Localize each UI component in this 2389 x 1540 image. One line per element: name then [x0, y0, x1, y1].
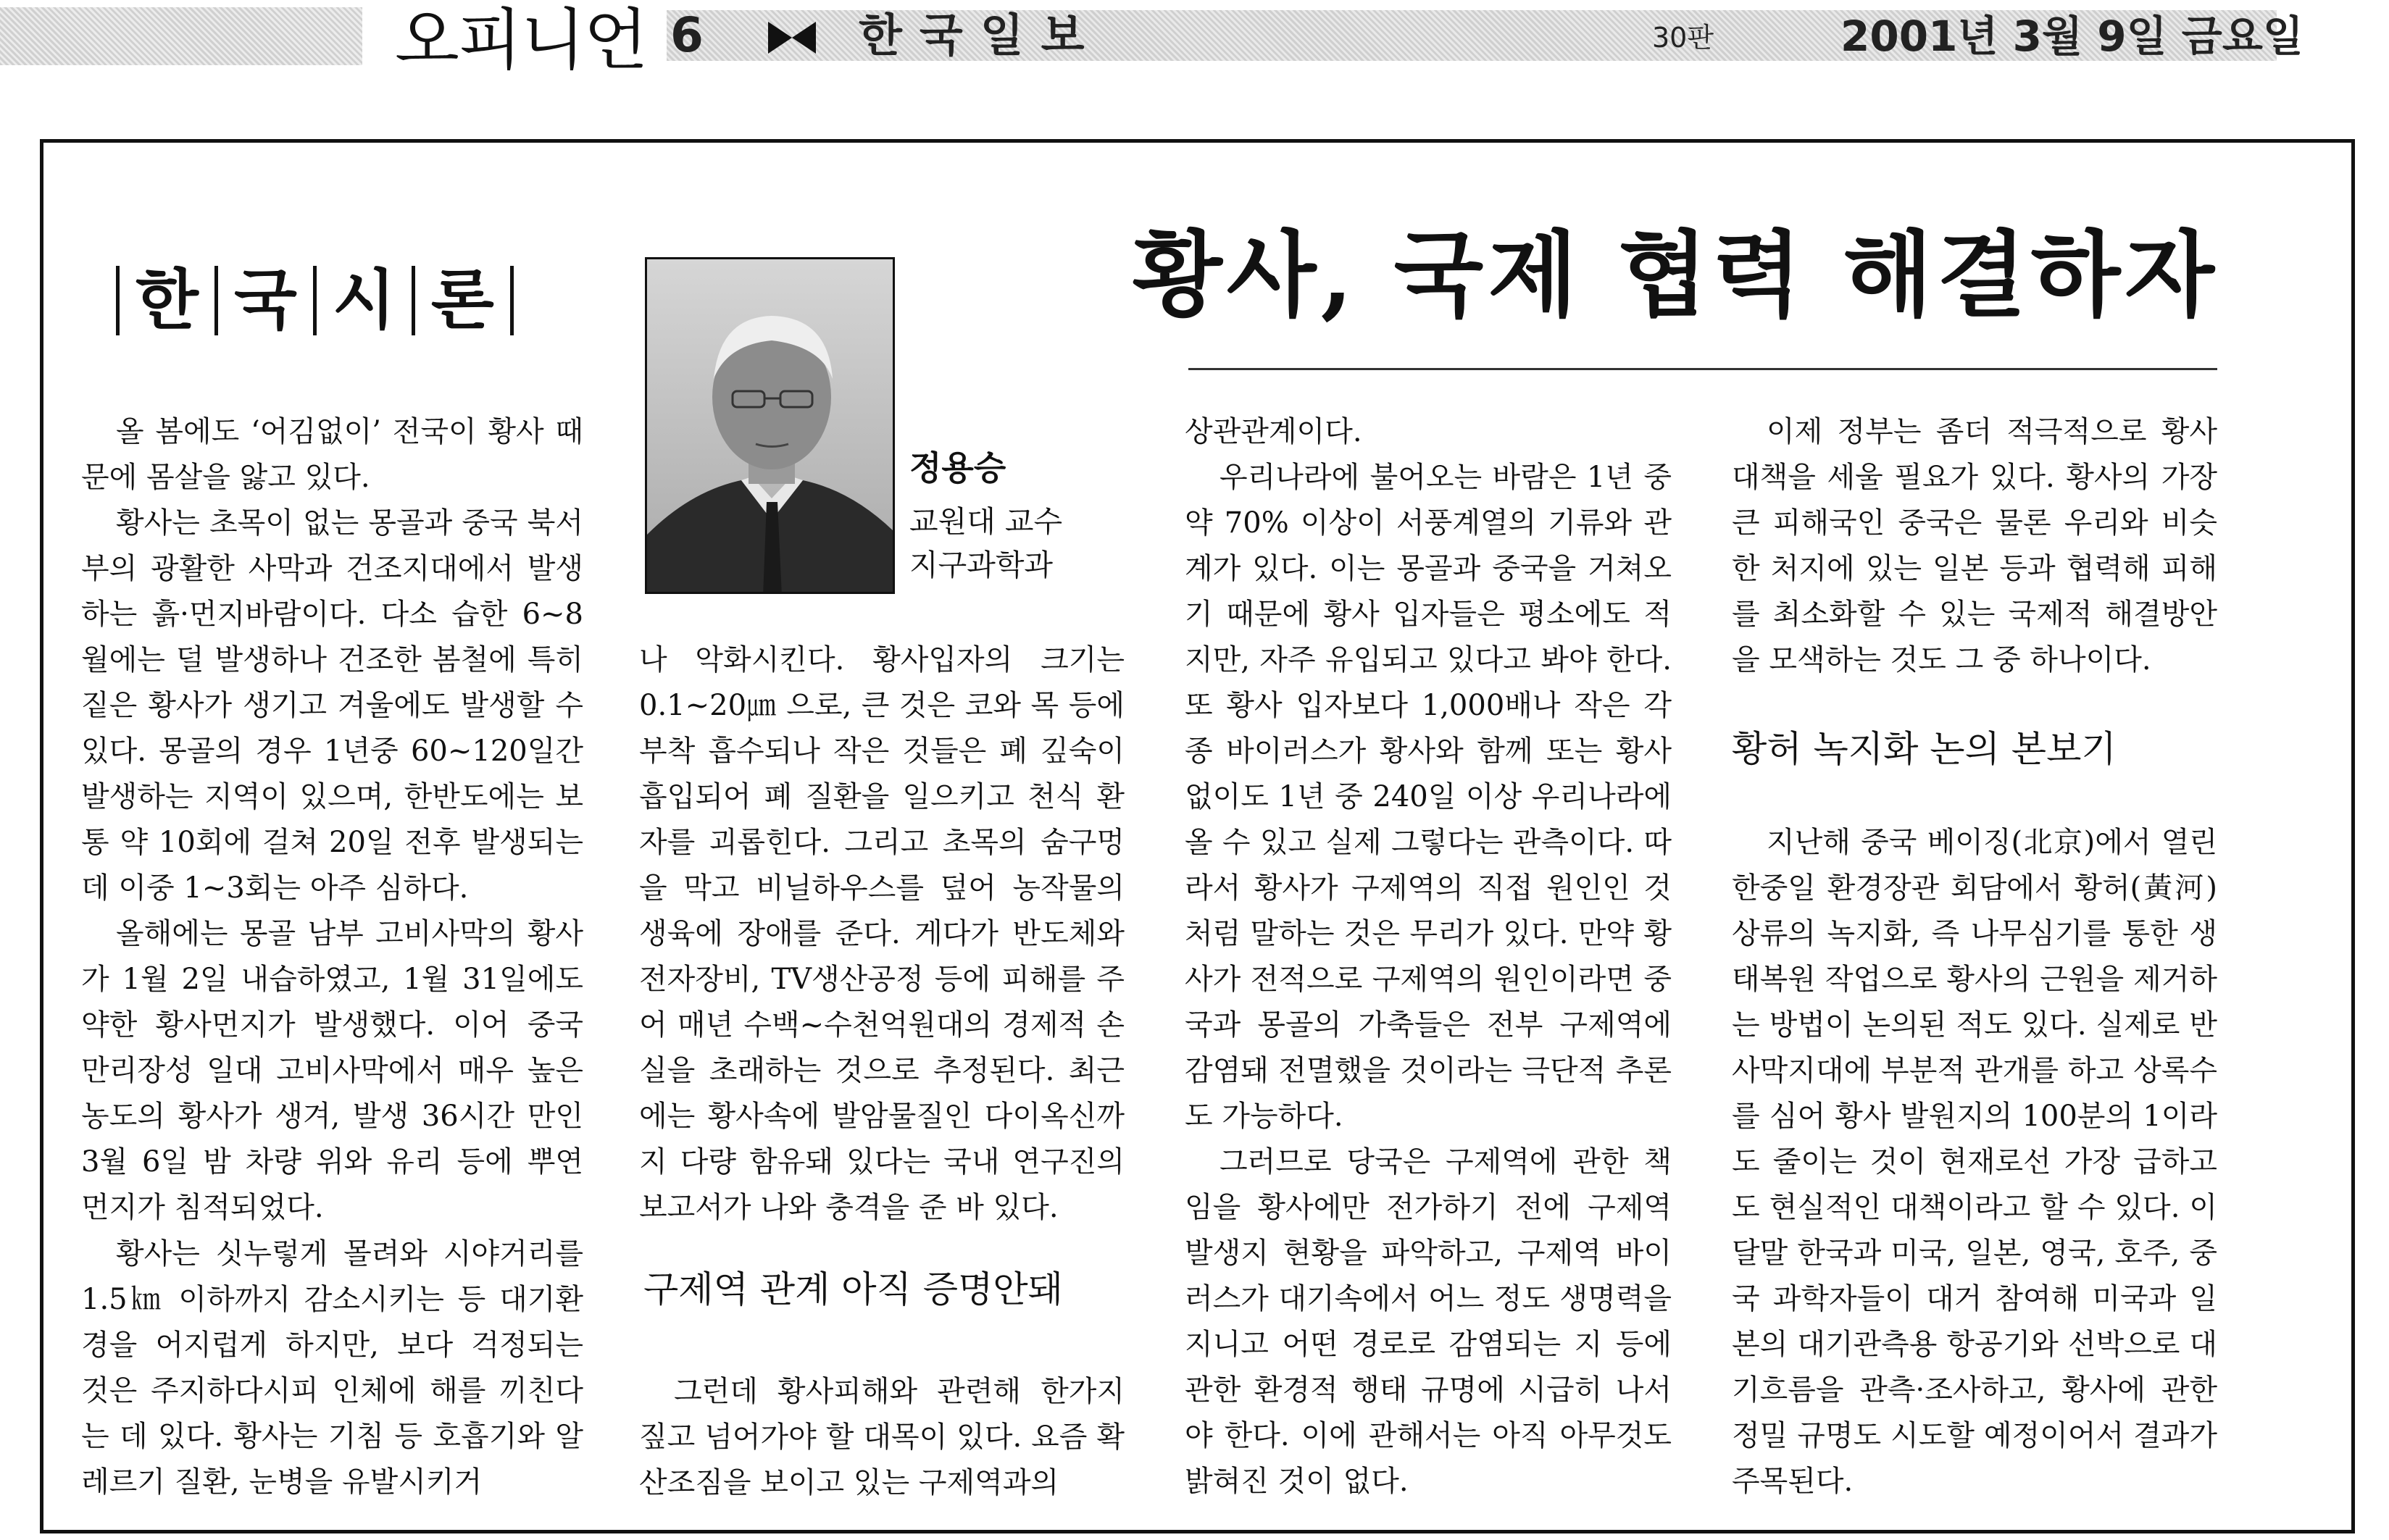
author-photo [645, 257, 895, 594]
article-paragraph: 이제 정부는 좀더 적극적으로 황사대책을 세울 필요가 있다. 황사의 가장 큰 피해국인 중국은 물론 우리와 비슷한 처지에 있는 일본 등과 협력해 피해를 최소화할 수 있는 국제적 해결방안을 모색하는 것도 그 중 하나이다. [1732, 415, 2217, 677]
subheading: 구제역 관계 아직 증명안돼 [643, 1268, 1063, 1310]
column-label-char: 시 [332, 262, 396, 338]
article-paragraph: 상관관계이다. [1185, 415, 1362, 448]
edition: 30판 [1652, 22, 1714, 54]
page-number: 6 [670, 7, 704, 63]
author-affiliation: 교원대 교수 [909, 504, 1063, 539]
author-department: 지구과학과 [909, 548, 1054, 582]
section-label: 오피니언 [395, 1, 647, 79]
article-paragraph: 그런데 황사피해와 관련해 한가지 짚고 넘어가야 할 대목이 있다. 요즘 확산조짐을 보이고 있는 구제역과의 [639, 1375, 1125, 1499]
author-name: 정용승 [909, 448, 1006, 487]
headline-rule [1188, 368, 2217, 370]
article-paragraph: 우리나라에 불어오는 바람은 1년 중 약 70% 이상이 서풍계열의 기류와 관계가 있다. 이는 몽골과 중국을 거쳐오기 때문에 황사 입자들은 평소에도 적지만, 자주 유입되고 있다고 봐야 한다. 또 황사 입자보다 1,000배나 작은 각종 바이러스가 황사와 함께 또는 황사 없이도 1년 중 240일 이상 우리나라에 올 수 있고 실제 그렇다는 관측이다. 따라서 황사가 구제역의 직접 원인인 것처럼 말하는 것은 무리가 있다. 만약 황사가 전적으로 구제역의 원인이라면 중국과 몽골의 가축들은 전부 구제역에 감염돼 전멸했을 것이라는 극단적 추론도 가능하다. [1185, 461, 1672, 1133]
article-paragraph: 그러므로 당국은 구제역에 관한 책임을 황사에만 전가하기 전에 구제역 발생지 현황을 파악하고, 구제역 바이러스가 대기속에서 어느 정도 생명력을 지니고 어떤 경로로 감염되는 지 등에 관한 환경적 행태 규명에 시급히 나서야 한다. 이에 관해서는 아직 아무것도 밝혀진 것이 없다. [1185, 1145, 1672, 1498]
article-paragraph: 나 악화시킨다. 황사입자의 크기는 0.1~20㎛ 으로, 큰 것은 코와 목 등에 부착 흡수되나 작은 것들은 폐 깊숙이 흡입되어 폐 질환을 일으키고 천식 환자를 괴롭힌다. 그리고 초목의 숨구멍을 막고 비닐하우스를 덮어 농작물의 생육에 장애를 준다. 게다가 반도체와 전자장비, TV생산공정 등에 피해를 주어 매년 수백~수천억원대의 경제적 손실을 초래하는 것으로 추정된다. 최근에는 황사속에 발암물질인 다이옥신까지 다량 함유돼 있다는 국내 연구진의 보고서가 나와 충격을 준 바 있다. [639, 643, 1125, 1224]
article-paragraph: 지난해 중국 베이징(北京)에서 열린 한중일 환경장관 회담에서 황허(黃河) 상류의 녹지화, 즉 나무심기를 통한 생태복원 작업으로 황사의 근원을 제거하는 방법이 논의된 적도 있다. 실제로 반사막지대에 부분적 관개를 하고 상록수를 심어 황사 발원지의 100분의 1이라도 줄이는 것이 현재로선 가장 급하고도 현실적인 대책이라고 할 수 있다. 이달말 한국과 미국, 일본, 영국, 호주, 중국 과학자들이 대거 참여해 미국과 일본의 대기관측용 항공기와 선박으로 대기흐름을 관측·조사하고, 황사에 관한 정밀 규명도 시도할 예정이어서 결과가 주목된다. [1732, 826, 2217, 1498]
article-headline: 황사, 국제 협력 해결하자 [1133, 221, 2219, 330]
subheading: 황허 녹지화 논의 본보기 [1732, 728, 2117, 770]
column-label-char: 한 [135, 262, 199, 338]
article-paragraph: 황사는 싯누렇게 몰려와 시야거리를 1.5㎞ 이하까지 감소시키는 등 대기환경을 어지럽게 하지만, 보다 걱정되는 것은 주지하다시피 인체에 해를 끼친다는 데 있다. 황사는 기침 등 호흡기와 알레르기 질환, 눈병을 유발시키거 [81, 1237, 583, 1499]
article-paragraph: 올 봄에도 ‘어김없이’ 전국이 황사 때문에 몸살을 앓고 있다. [81, 415, 583, 494]
article-paragraph: 올해에는 몽골 남부 고비사막의 황사가 1월 2일 내습하였고, 1월 31일에도 약한 황사먼지가 발생했다. 이어 중국 만리장성 일대 고비사막에서 매우 높은 농도의 황사가 생겨, 발생 36시간 만인 3월 6일 밤 차량 위와 유리 등에 뿌연 먼지가 침적되었다. [81, 917, 583, 1224]
divider [510, 266, 514, 335]
article-paragraph: 황사는 초목이 없는 몽골과 중국 북서부의 광활한 사막과 건조지대에서 발생하는 흙·먼지바람이다. 다소 습한 6~8월에는 덜 발생하나 건조한 봄철에 특히 짙은 황사가 생기고 겨울에도 발생할 수 있다. 몽골의 경우 1년중 60~120일간 발생하는 지역이 있으며, 한반도에는 보통 약 10회에 걸쳐 20일 전후 발생되는데 이중 1~3회는 아주 심하다. [81, 506, 583, 905]
column-label [116, 264, 514, 337]
issue-date: 2001년 3월 9일 금요일 [1840, 12, 2303, 61]
newspaper-logo-icon [768, 22, 816, 54]
column-label-char: 론 [430, 262, 494, 338]
masthead-texture [0, 7, 362, 65]
paper-name: 한국일보 [859, 9, 1102, 62]
column-label-char: 국 [233, 262, 297, 338]
